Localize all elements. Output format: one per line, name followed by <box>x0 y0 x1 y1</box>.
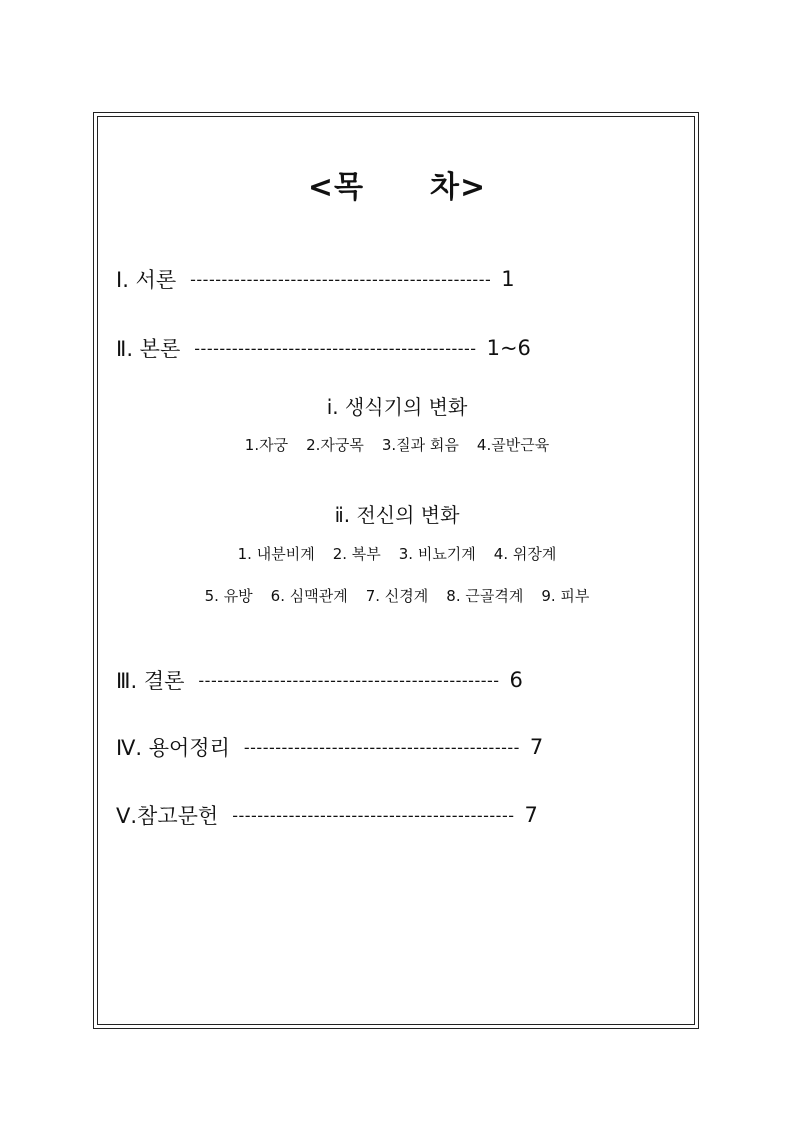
toc-page-number: 6 <box>509 668 523 692</box>
toc-entry-label: Ⅳ. 용어정리 <box>116 736 230 760</box>
toc-leader: --------------------------------------------- <box>232 805 515 825</box>
toc-entry-label: Ⅰ. 서론 <box>116 268 177 292</box>
subsection-items-reproductive <box>0 434 794 455</box>
toc-entry-label: Ⅲ. 결론 <box>116 669 185 693</box>
subsection-item[interactable]: 5. 유방 <box>204 587 253 605</box>
toc-page-number: 1 <box>501 267 515 291</box>
toc-leader: ------------------------------------------------ <box>198 670 500 690</box>
subsection-item[interactable]: 6. 심맥관계 <box>270 587 348 605</box>
subsection-item[interactable]: 1.자궁 <box>244 436 289 454</box>
subsection-items-systemic-row1 <box>0 543 794 564</box>
toc-page-number: 1~6 <box>486 336 531 360</box>
toc-page-number: 7 <box>524 803 538 827</box>
subsection-item[interactable]: 3.질과 회음 <box>381 436 459 454</box>
subsection-item[interactable]: 8. 근골격계 <box>446 587 524 605</box>
toc-title-left: <목 <box>307 170 364 205</box>
subsection-item[interactable]: 4. 위장계 <box>493 545 557 563</box>
toc-entry-label: Ⅴ.참고문헌 <box>116 804 219 828</box>
subsection-item[interactable]: 4.골반근육 <box>476 436 550 454</box>
subsection-items-systemic-row2 <box>0 585 794 606</box>
toc-title-right: 차> <box>430 170 487 205</box>
subsection-item[interactable]: 3. 비뇨기계 <box>398 545 476 563</box>
page-border-inner <box>97 116 695 1025</box>
toc-leader: ------------------------------------------------ <box>190 269 492 289</box>
toc-entry-glossary[interactable] <box>116 732 664 762</box>
subsection-item[interactable]: 1. 내분비계 <box>237 545 315 563</box>
toc-entry-body[interactable] <box>116 333 664 363</box>
subsection-item[interactable]: 2. 복부 <box>332 545 381 563</box>
subsection-item[interactable]: 9. 피부 <box>541 587 590 605</box>
toc-page-number: 7 <box>529 735 544 759</box>
subsection-heading-systemic[interactable]: ⅱ. 전신의 변화 <box>334 503 460 527</box>
subsection-heading-reproductive[interactable]: ⅰ. 생식기의 변화 <box>326 395 468 419</box>
toc-leader: -------------------------------------------- <box>243 737 520 757</box>
subsection-item[interactable]: 7. 신경계 <box>365 587 429 605</box>
page-border <box>93 112 699 1029</box>
subsection-item[interactable]: 2.자궁목 <box>306 436 364 454</box>
toc-title <box>0 162 794 206</box>
toc-entry-intro[interactable] <box>116 264 664 294</box>
toc-entry-label: Ⅱ. 본론 <box>116 337 181 361</box>
toc-entry-references[interactable] <box>116 800 664 830</box>
toc-entry-conclusion[interactable] <box>116 665 664 695</box>
toc-leader: --------------------------------------------- <box>194 338 477 358</box>
